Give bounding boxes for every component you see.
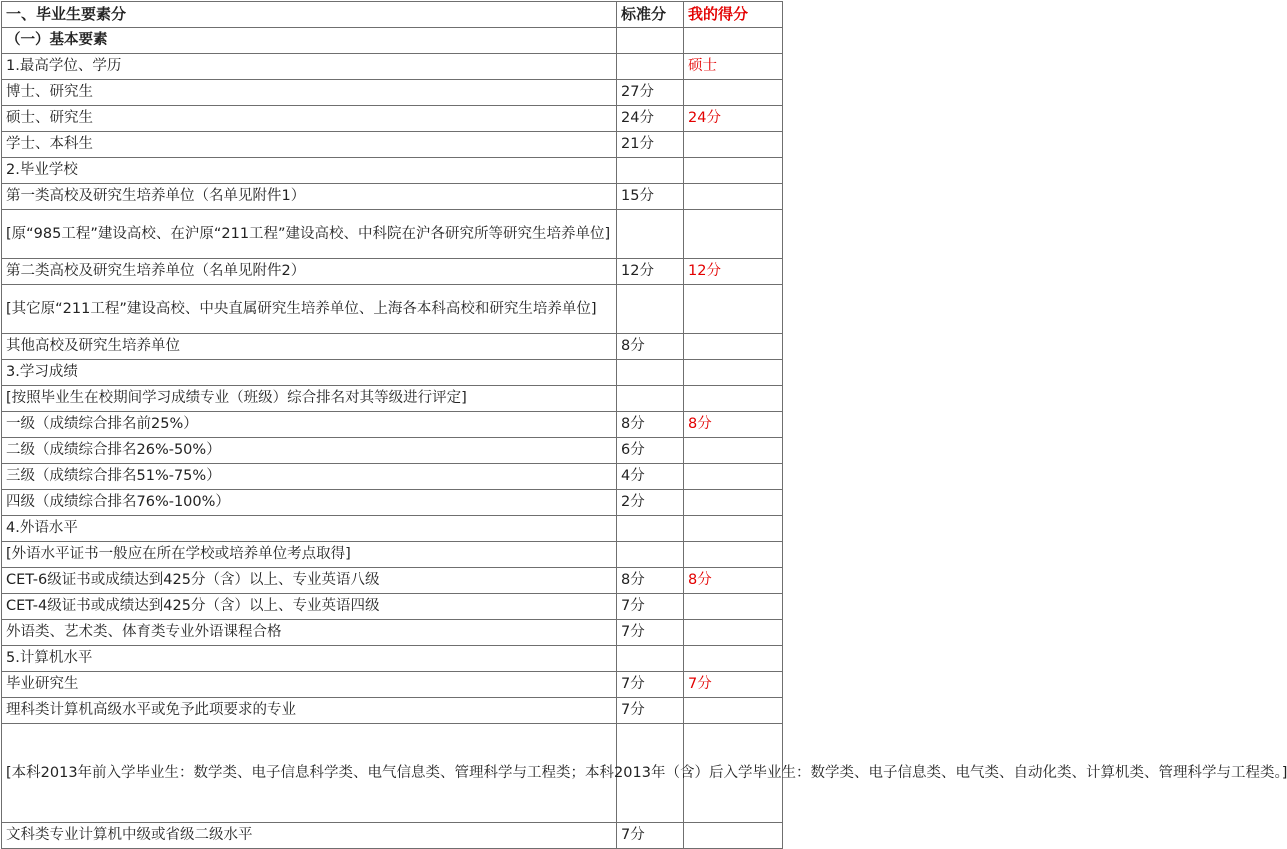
table-row	[2, 542, 783, 568]
row-standard: 2分	[617, 490, 684, 516]
table-row	[2, 106, 783, 132]
row-standard: 7分	[617, 620, 684, 646]
row-standard: 7分	[617, 672, 684, 698]
row-standard: 7分	[617, 698, 684, 724]
row-item: 4.外语水平	[2, 516, 617, 542]
row-standard	[617, 285, 684, 334]
row-mine	[684, 386, 783, 412]
row-standard: 4分	[617, 464, 684, 490]
row-item: [原“985工程”建设高校、在沪原“211工程”建设高校、中科院在沪各研究所等研究生培养单位]	[2, 210, 617, 259]
row-mine: 7分	[684, 672, 783, 698]
row-standard: 24分	[617, 106, 684, 132]
table-row	[2, 259, 783, 285]
row-mine: 硕士	[684, 54, 783, 80]
row-standard	[617, 646, 684, 672]
row-standard: 27分	[617, 80, 684, 106]
row-standard	[617, 542, 684, 568]
table-row	[2, 80, 783, 106]
row-item: CET-4级证书或成绩达到425分（含）以上、专业英语四级	[2, 594, 617, 620]
row-item: 二级（成绩综合排名26%-50%）	[2, 438, 617, 464]
row-standard	[617, 360, 684, 386]
table-row	[2, 646, 783, 672]
table-row	[2, 438, 783, 464]
row-mine	[684, 620, 783, 646]
table-row	[2, 620, 783, 646]
row-mine	[684, 646, 783, 672]
table-row	[2, 823, 783, 849]
row-standard	[617, 158, 684, 184]
table-row	[2, 285, 783, 334]
standard-score-header: 标准分	[617, 2, 684, 28]
score-table	[1, 1, 1287, 849]
table-row	[2, 132, 783, 158]
row-standard: 7分	[617, 823, 684, 849]
row-item: 一级（成绩综合排名前25%）	[2, 412, 617, 438]
table-row	[2, 412, 783, 438]
row-mine	[684, 594, 783, 620]
table-row	[2, 516, 783, 542]
row-item: 2.毕业学校	[2, 158, 617, 184]
table-row	[2, 334, 783, 360]
row-standard	[617, 386, 684, 412]
row-mine	[684, 823, 783, 849]
row-standard: 15分	[617, 184, 684, 210]
row-item: 三级（成绩综合排名51%-75%）	[2, 464, 617, 490]
row-mine	[684, 132, 783, 158]
row-mine	[684, 542, 783, 568]
row-mine	[684, 360, 783, 386]
row-standard	[617, 516, 684, 542]
row-item: [按照毕业生在校期间学习成绩专业（班级）综合排名对其等级进行评定]	[2, 386, 617, 412]
table-row	[2, 360, 783, 386]
table-row	[2, 568, 783, 594]
table-row	[2, 672, 783, 698]
row-standard: 21分	[617, 132, 684, 158]
row-mine	[684, 438, 783, 464]
table-row	[2, 464, 783, 490]
table-row	[2, 698, 783, 724]
row-item: 理科类计算机高级水平或免予此项要求的专业	[2, 698, 617, 724]
row-mine: 24分	[684, 106, 783, 132]
row-item: [其它原“211工程”建设高校、中央直属研究生培养单位、上海各本科高校和研究生培养单位]	[2, 285, 617, 334]
row-mine	[684, 516, 783, 542]
row-mine	[684, 334, 783, 360]
row-mine: 8分	[684, 412, 783, 438]
table-row	[2, 594, 783, 620]
row-mine	[684, 698, 783, 724]
row-standard: 8分	[617, 412, 684, 438]
row-item: 1.最高学位、学历	[2, 54, 617, 80]
row-standard: 12分	[617, 259, 684, 285]
row-item: 四级（成绩综合排名76%-100%）	[2, 490, 617, 516]
table-row	[2, 386, 783, 412]
row-standard	[617, 28, 684, 54]
row-mine	[684, 80, 783, 106]
row-mine: 8分	[684, 568, 783, 594]
section-title: 一、毕业生要素分	[2, 2, 617, 28]
row-item: 文科类专业计算机中级或省级二级水平	[2, 823, 617, 849]
table-row	[2, 158, 783, 184]
row-item: 外语类、艺术类、体育类专业外语课程合格	[2, 620, 617, 646]
row-mine	[684, 285, 783, 334]
row-standard: 6分	[617, 438, 684, 464]
table-row	[2, 184, 783, 210]
table-row	[2, 210, 783, 259]
row-item: [外语水平证书一般应在所在学校或培养单位考点取得]	[2, 542, 617, 568]
row-mine	[684, 464, 783, 490]
row-item: 其他高校及研究生培养单位	[2, 334, 617, 360]
table-row	[2, 28, 783, 54]
row-item: 5.计算机水平	[2, 646, 617, 672]
table-row	[2, 490, 783, 516]
row-item: [本科2013年前入学毕业生：数学类、电子信息科学类、电气信息类、管理科学与工程类；本科2013年（含）后入学毕业生：数学类、电子信息类、电气类、自动化类、计算机类、管理科学与工程类。]	[2, 724, 617, 823]
row-mine	[684, 490, 783, 516]
row-mine: 12分	[684, 259, 783, 285]
row-item: 硕士、研究生	[2, 106, 617, 132]
row-mine	[684, 158, 783, 184]
row-standard	[617, 210, 684, 259]
row-mine	[684, 210, 783, 259]
my-score-header: 我的得分	[684, 2, 783, 28]
row-standard: 7分	[617, 594, 684, 620]
row-item: （一）基本要素	[2, 28, 617, 54]
row-mine	[684, 28, 783, 54]
row-item: 3.学习成绩	[2, 360, 617, 386]
row-item: 学士、本科生	[2, 132, 617, 158]
row-item: 博士、研究生	[2, 80, 617, 106]
row-standard: 8分	[617, 334, 684, 360]
row-item: CET-6级证书或成绩达到425分（含）以上、专业英语八级	[2, 568, 617, 594]
table-row	[2, 54, 783, 80]
row-mine	[684, 184, 783, 210]
row-item: 第二类高校及研究生培养单位（名单见附件2）	[2, 259, 617, 285]
row-item: 第一类高校及研究生培养单位（名单见附件1）	[2, 184, 617, 210]
row-standard: 8分	[617, 568, 684, 594]
table-header-row	[2, 2, 783, 28]
table-row	[2, 724, 783, 823]
row-item: 毕业研究生	[2, 672, 617, 698]
row-standard	[617, 54, 684, 80]
